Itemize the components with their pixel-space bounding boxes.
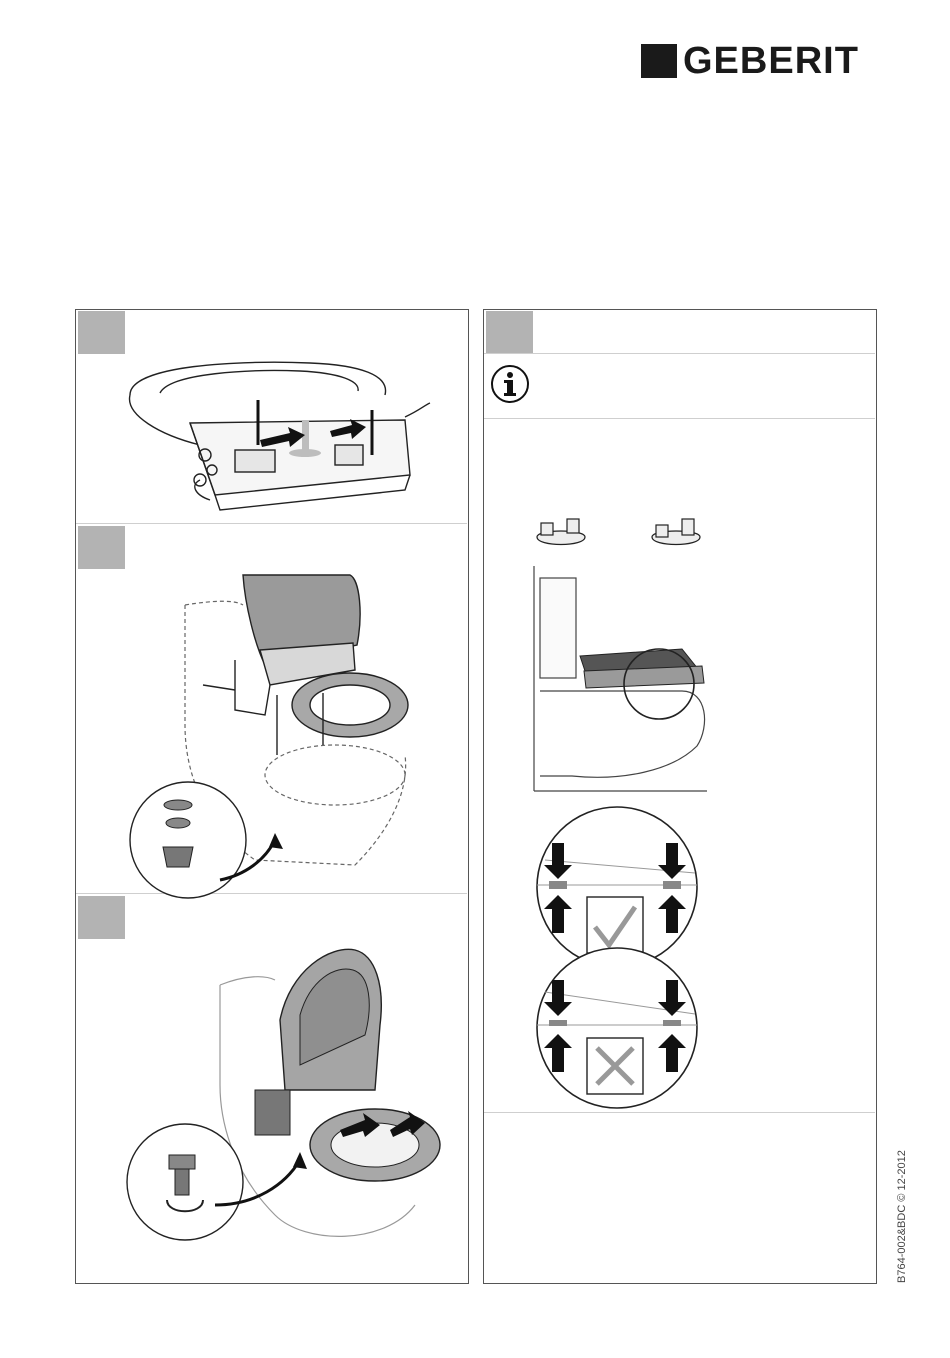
info-icon	[490, 364, 530, 404]
logo-text: GEBERIT	[683, 40, 859, 82]
step-divider	[76, 893, 467, 894]
correct-fit-detail	[535, 805, 715, 965]
toilet-side-view-illustration	[532, 566, 712, 796]
document-code: B764-002&BDC © 12-2012	[896, 1150, 908, 1283]
seat-underside-illustration	[120, 355, 440, 515]
seat-placement-illustration	[125, 575, 425, 880]
seat-adjustment-illustration	[125, 945, 445, 1260]
bolt-adapter-illustration	[535, 515, 705, 555]
right-instruction-panel	[483, 309, 877, 1284]
logo-square-icon	[641, 44, 677, 78]
step-2-marker	[78, 526, 125, 569]
info-divider-bottom	[484, 418, 875, 419]
step-divider	[76, 523, 467, 524]
step-3-marker	[78, 896, 125, 939]
incorrect-fit-detail	[535, 950, 715, 1110]
info-divider-top	[484, 353, 875, 354]
step-1-marker	[78, 311, 125, 354]
step-4-marker	[486, 311, 533, 354]
footer-divider	[484, 1112, 875, 1113]
geberit-logo	[641, 40, 859, 82]
